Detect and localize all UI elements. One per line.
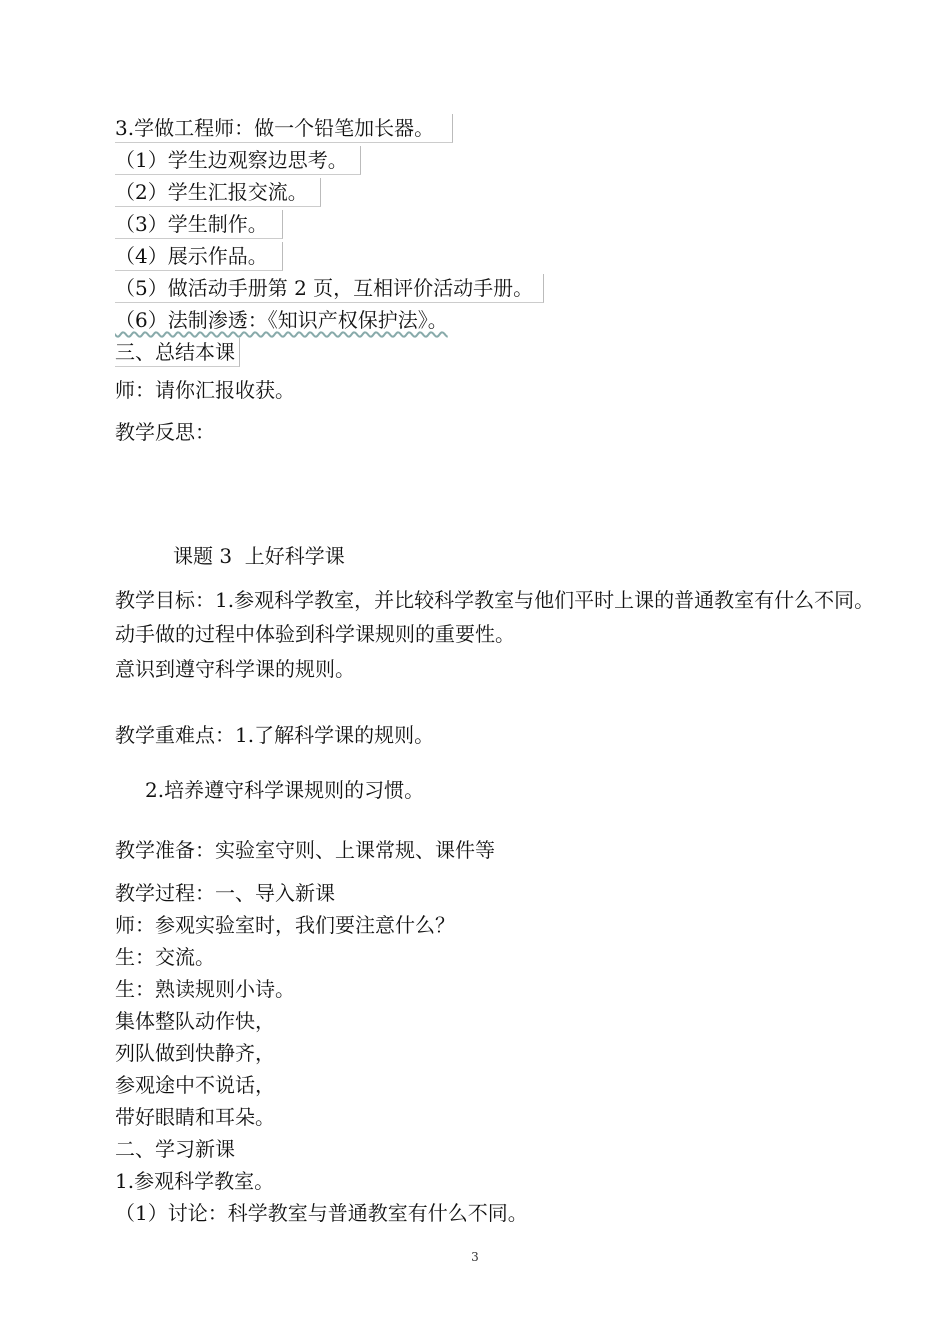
teaching-goals-cont: 意识到遵守科学课的规则。 [115, 657, 355, 681]
poem-line-1: 集体整队动作快， [115, 1009, 275, 1033]
lesson-title: 课题 3 上好科学课 [173, 544, 345, 568]
key-points-2: 2.培养遵守科学课规则的习惯。 [145, 778, 425, 802]
preparation: 教学准备：实验室守则、上课常规、课件等 [115, 838, 495, 862]
summary-heading: 三、总结本课 [115, 338, 240, 367]
poem-line-3: 参观途中不说话， [115, 1073, 275, 1097]
step-4: （4）展示作品。 [115, 242, 283, 271]
teaching-goals: 教学目标：1.参观科学教室，并比较科学教室与他们平时上课的普通教室有什么不同。动手做的过程中体验到科学课规则的重要性。 [115, 588, 875, 646]
step-6-law: （6）法制渗透：《知识产权保护法》。 [115, 308, 448, 332]
new-lesson-heading: 二、学习新课 [115, 1137, 235, 1161]
student-answer-1: 生：交流。 [115, 945, 215, 969]
step-5: （5）做活动手册第 2 页，互相评价活动手册。 [115, 274, 544, 303]
page-number: 3 [471, 1250, 479, 1264]
step-1: （1）学生边观察边思考。 [115, 146, 361, 175]
student-answer-2: 生：熟读规则小诗。 [115, 977, 295, 1001]
discussion: （1）讨论：科学教室与普通教室有什么不同。 [115, 1201, 528, 1225]
teacher-line: 师：请你汇报收获。 [115, 378, 295, 402]
visit-classroom: 1.参观科学教室。 [115, 1169, 275, 1193]
step-3: （3）学生制作。 [115, 210, 283, 239]
poem-line-2: 列队做到快静齐， [115, 1041, 275, 1065]
key-points: 教学重难点：1.了解科学课的规则。 [115, 723, 435, 747]
reflection-label: 教学反思： [115, 420, 215, 444]
item-engineer: 3.学做工程师：做一个铅笔加长器。 [115, 114, 453, 143]
teacher-question: 师：参观实验室时，我们要注意什么？ [115, 913, 455, 937]
poem-line-4: 带好眼睛和耳朵。 [115, 1105, 275, 1129]
step-2: （2）学生汇报交流。 [115, 178, 321, 207]
process-heading: 教学过程：一、导入新课 [115, 881, 335, 905]
